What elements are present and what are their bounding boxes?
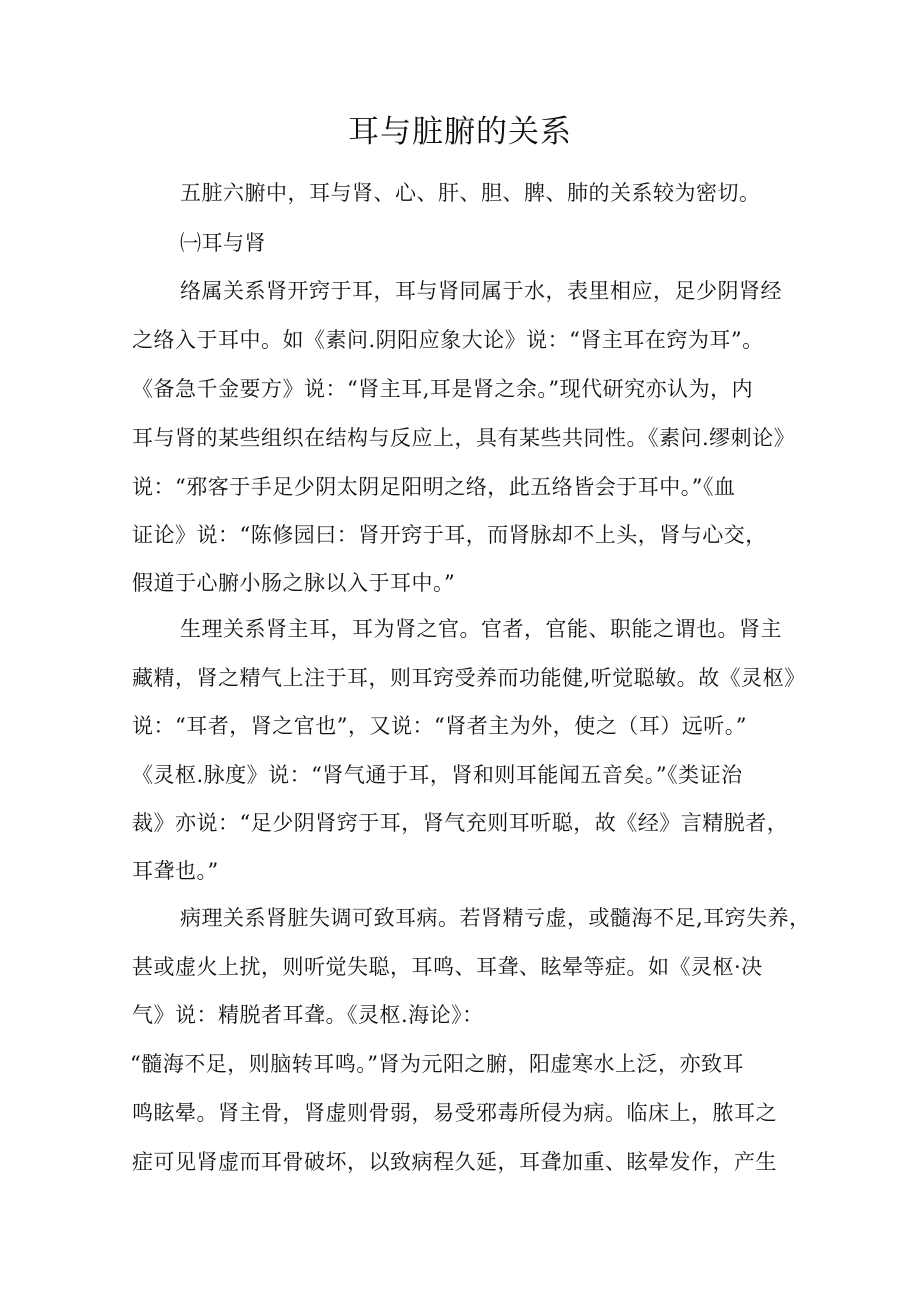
intro-paragraph: 五脏六腑中，耳与肾、心、肝、胆、脾、肺的关系较为密切。 xyxy=(180,181,761,205)
body-line: 耳聋也。” xyxy=(132,859,219,883)
body-line: 生理关系肾主耳，耳为肾之官。官者，官能、职能之谓也。肾主 xyxy=(180,617,782,641)
body-line: 《灵枢.脉度》说：“肾气通于耳，肾和则耳能闻五音矣。”《类证治 xyxy=(132,763,743,787)
body-line: 症可见肾虚而耳骨破坏，以致病程久延，耳聋加重、眩晕发作，产生 xyxy=(132,1150,777,1174)
body-line: 证论》说：“陈修园曰：肾开窍于耳，而肾脉却不上头，肾与心交， xyxy=(132,523,767,547)
body-line: 假道于心腑小肠之脉以入于耳中。” xyxy=(132,571,456,595)
body-line: 络属关系肾开窍于耳，耳与肾同属于水，表里相应，足少阴肾经 xyxy=(180,279,782,303)
body-line: 说：“邪客于手足少阴太阴足阳明之络，此五络皆会于耳中。”《血 xyxy=(132,475,736,499)
body-line: 《备急千金要方》说：“肾主耳,耳是肾之余。”现代研究亦认为，内 xyxy=(132,377,754,401)
body-line: 甚或虚火上扰，则听觉失聪，耳鸣、耳聋、眩晕等症。如《灵枢·决 xyxy=(132,955,763,979)
body-line: 气》说：精脱者耳聋。《灵枢.海论》： xyxy=(132,1003,484,1027)
body-line: 病理关系肾脏失调可致耳病。若肾精亏虚，或髓海不足,耳窍失养， xyxy=(180,906,811,930)
body-line: 耳与肾的某些组织在结构与反应上，具有某些共同性。《素问.缪刺论》 xyxy=(132,426,796,450)
body-line: 裁》亦说：“足少阴肾窍于耳，肾气充则耳听聪，故《经》言精脱者， xyxy=(132,811,789,835)
body-line: 鸣眩晕。肾主骨，肾虚则骨弱，易受邪毒所侵为病。临床上，脓耳之 xyxy=(132,1101,777,1125)
body-line: 藏精，肾之精气上注于耳，则耳窍受养而功能健,听觉聪敏。故《灵枢》 xyxy=(132,666,806,690)
page-title: 耳与脏腑的关系 xyxy=(348,114,572,150)
section-heading: ㈠耳与肾 xyxy=(180,231,266,255)
body-line: 说：“耳者，肾之官也”，又说：“肾者主为外，使之（耳）远听。” xyxy=(132,714,747,738)
body-line: 之络入于耳中。如《素问.阴阳应象大论》说：“肾主耳在窍为耳”。 xyxy=(132,328,764,352)
body-line: “髓海不足，则脑转耳鸣。”肾为元阳之腑，阳虚寒水上泛，亦致耳 xyxy=(130,1052,744,1076)
